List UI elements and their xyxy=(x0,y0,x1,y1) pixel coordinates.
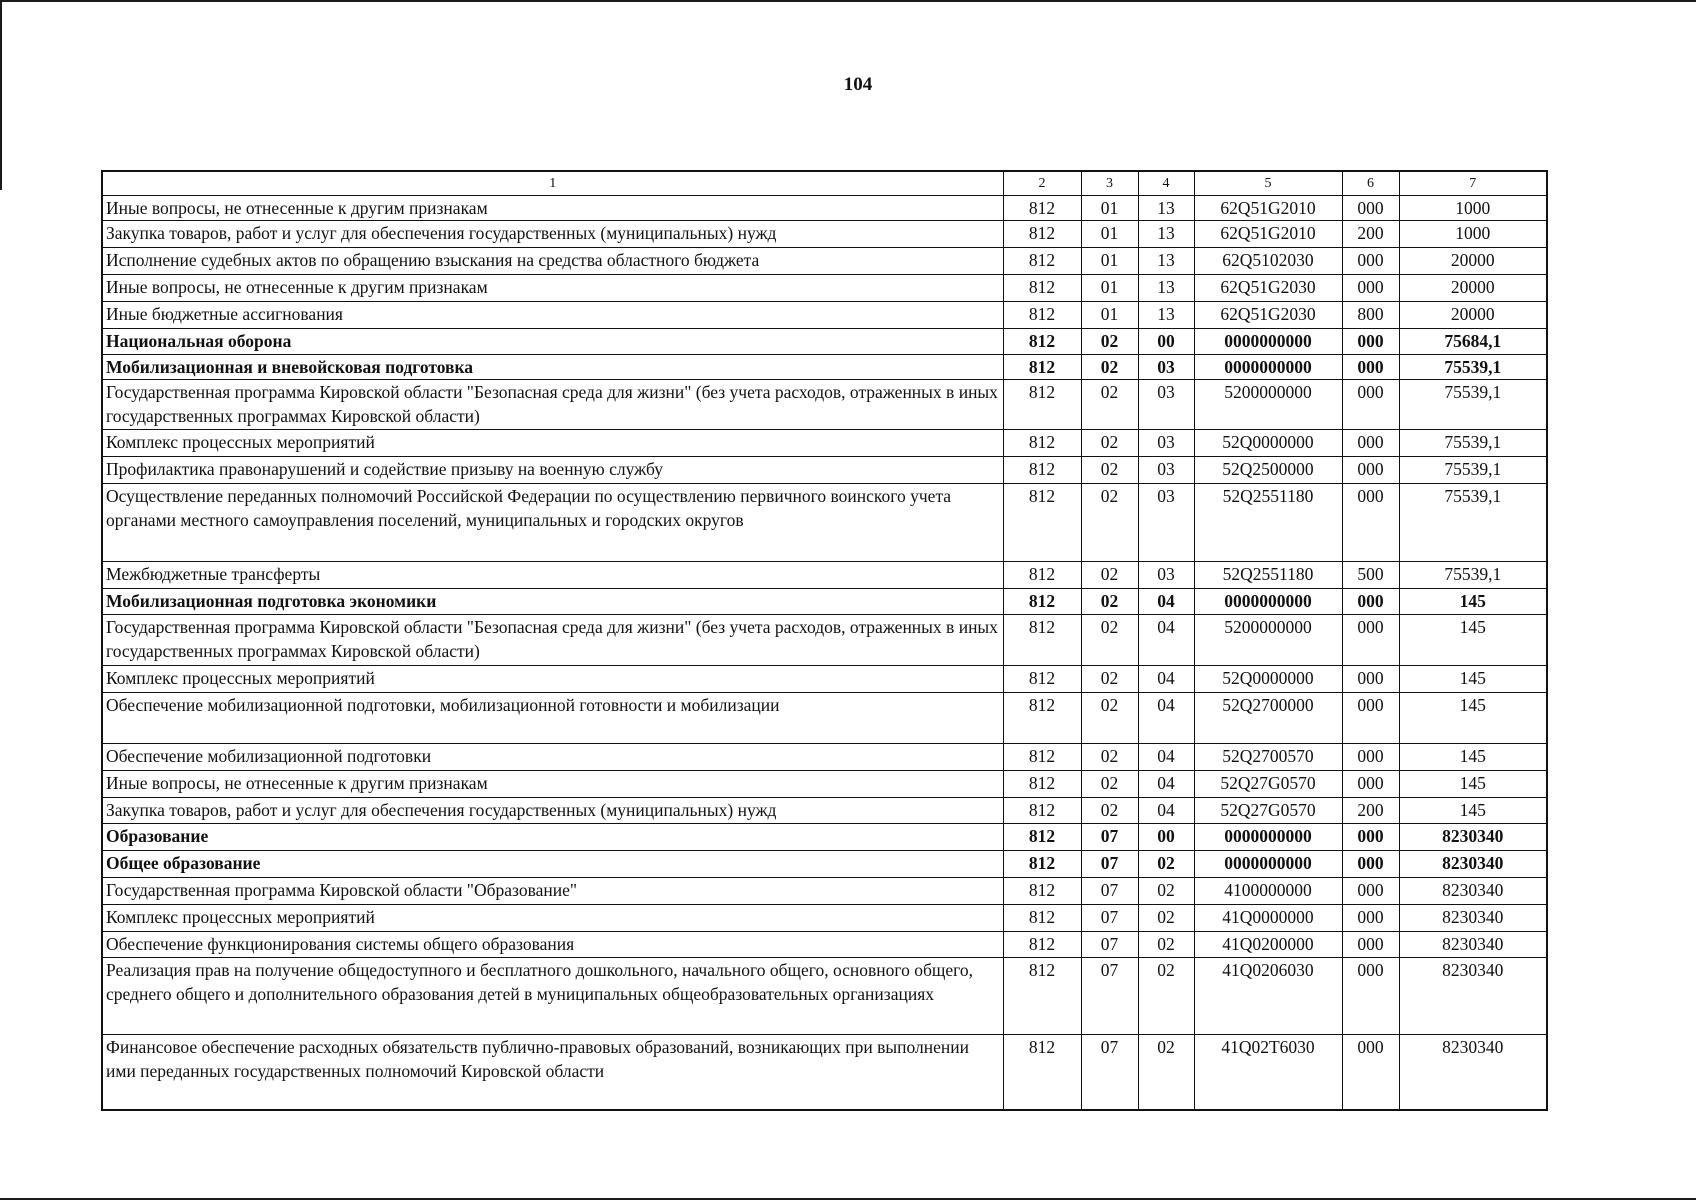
row-target-article-cell: 52Q27G0570 xyxy=(1194,771,1342,798)
table-row xyxy=(102,196,1547,221)
row-expense-type-cell: 000 xyxy=(1342,958,1399,1035)
row-target-article-cell: 5200000000 xyxy=(1194,380,1342,430)
row-target-article-cell: 52Q0000000 xyxy=(1194,666,1342,693)
row-amount-cell: 75539,1 xyxy=(1399,430,1547,457)
row-section-cell: 07 xyxy=(1081,824,1138,851)
header-col-6: 6 xyxy=(1342,171,1399,196)
table-row xyxy=(102,851,1547,878)
row-name-cell: Мобилизационная подготовка экономики xyxy=(102,589,1003,615)
row-name-cell: Иные бюджетные ассигнования xyxy=(102,302,1003,329)
row-name-cell: Государственная программа Кировской области "Безопасная среда для жизни" (без учета расходов, отраженных в иных государственных программах Кировской области) xyxy=(102,380,1003,430)
row-name-cell: Государственная программа Кировской области "Безопасная среда для жизни" (без учета расходов, отраженных в иных государственных программах Кировской области) xyxy=(102,615,1003,666)
row-target-article-cell: 52Q0000000 xyxy=(1194,430,1342,457)
table-row xyxy=(102,666,1547,693)
page-number: 104 xyxy=(843,74,873,95)
row-amount-cell: 8230340 xyxy=(1399,1035,1547,1110)
row-target-article-cell: 62Q51G2030 xyxy=(1194,275,1342,302)
row-target-article-cell: 5200000000 xyxy=(1194,615,1342,666)
header-col-2: 2 xyxy=(1003,171,1081,196)
row-target-article-cell: 0000000000 xyxy=(1194,355,1342,380)
page-top-rule xyxy=(0,0,1696,2)
row-ministry-code-cell: 812 xyxy=(1003,798,1081,824)
row-target-article-cell: 41Q0206030 xyxy=(1194,958,1342,1035)
row-name-cell: Финансовое обеспечение расходных обязательств публично-правовых образований, возникающих при выполнении ими переданных государственных полномочий Кировской области xyxy=(102,1035,1003,1110)
row-expense-type-cell: 200 xyxy=(1342,798,1399,824)
row-amount-cell: 145 xyxy=(1399,589,1547,615)
row-section-cell: 01 xyxy=(1081,196,1138,221)
table-row xyxy=(102,275,1547,302)
row-name-cell: Иные вопросы, не отнесенные к другим признакам xyxy=(102,275,1003,302)
row-expense-type-cell: 000 xyxy=(1342,589,1399,615)
row-target-article-cell: 0000000000 xyxy=(1194,589,1342,615)
row-amount-cell: 75539,1 xyxy=(1399,355,1547,380)
row-expense-type-cell: 000 xyxy=(1342,457,1399,484)
header-row xyxy=(102,171,1547,196)
row-target-article-cell: 0000000000 xyxy=(1194,824,1342,851)
row-subsection-cell: 13 xyxy=(1138,221,1194,248)
header-col-7: 7 xyxy=(1399,171,1547,196)
row-section-cell: 07 xyxy=(1081,878,1138,905)
row-expense-type-cell: 000 xyxy=(1342,329,1399,355)
row-ministry-code-cell: 812 xyxy=(1003,302,1081,329)
row-target-article-cell: 41Q0000000 xyxy=(1194,905,1342,932)
row-ministry-code-cell: 812 xyxy=(1003,1035,1081,1110)
row-target-article-cell: 52Q2700000 xyxy=(1194,693,1342,744)
header-col-4: 4 xyxy=(1138,171,1194,196)
row-expense-type-cell: 500 xyxy=(1342,562,1399,589)
row-subsection-cell: 00 xyxy=(1138,329,1194,355)
table-row xyxy=(102,1035,1547,1110)
row-section-cell: 01 xyxy=(1081,302,1138,329)
table-row xyxy=(102,430,1547,457)
row-expense-type-cell: 800 xyxy=(1342,302,1399,329)
row-name-cell: Образование xyxy=(102,824,1003,851)
row-amount-cell: 20000 xyxy=(1399,275,1547,302)
row-name-cell: Комплекс процессных мероприятий xyxy=(102,905,1003,932)
row-amount-cell: 20000 xyxy=(1399,302,1547,329)
row-target-article-cell: 52Q2700570 xyxy=(1194,744,1342,771)
table-row xyxy=(102,562,1547,589)
row-name-cell: Общее образование xyxy=(102,851,1003,878)
row-name-cell: Иные вопросы, не отнесенные к другим признакам xyxy=(102,771,1003,798)
row-section-cell: 02 xyxy=(1081,355,1138,380)
table-row xyxy=(102,248,1547,275)
row-name-cell: Реализация прав на получение общедоступного и бесплатного дошкольного, начального общего, основного общего, среднего общего и дополнительного образования детей в муниципальных общеобразовательных организациях xyxy=(102,958,1003,1035)
row-subsection-cell: 04 xyxy=(1138,744,1194,771)
row-name-cell: Осуществление переданных полномочий Российской Федерации по осуществлению первичного воинского учета органами местного самоуправления поселений, муниципальных и городских округов xyxy=(102,484,1003,562)
row-section-cell: 01 xyxy=(1081,248,1138,275)
row-amount-cell: 75539,1 xyxy=(1399,484,1547,562)
row-subsection-cell: 04 xyxy=(1138,666,1194,693)
row-ministry-code-cell: 812 xyxy=(1003,693,1081,744)
row-subsection-cell: 00 xyxy=(1138,824,1194,851)
row-amount-cell: 145 xyxy=(1399,615,1547,666)
row-expense-type-cell: 000 xyxy=(1342,693,1399,744)
row-amount-cell: 20000 xyxy=(1399,248,1547,275)
row-ministry-code-cell: 812 xyxy=(1003,666,1081,693)
row-name-cell: Закупка товаров, работ и услуг для обеспечения государственных (муниципальных) нужд xyxy=(102,221,1003,248)
row-section-cell: 02 xyxy=(1081,615,1138,666)
row-amount-cell: 8230340 xyxy=(1399,905,1547,932)
row-name-cell: Мобилизационная и вневойсковая подготовка xyxy=(102,355,1003,380)
row-expense-type-cell: 000 xyxy=(1342,1035,1399,1110)
row-name-cell: Межбюджетные трансферты xyxy=(102,562,1003,589)
row-section-cell: 02 xyxy=(1081,457,1138,484)
row-name-cell: Национальная оборона xyxy=(102,329,1003,355)
row-subsection-cell: 04 xyxy=(1138,693,1194,744)
row-target-article-cell: 0000000000 xyxy=(1194,329,1342,355)
row-section-cell: 02 xyxy=(1081,589,1138,615)
row-section-cell: 02 xyxy=(1081,329,1138,355)
row-subsection-cell: 13 xyxy=(1138,196,1194,221)
row-subsection-cell: 02 xyxy=(1138,851,1194,878)
row-amount-cell: 75539,1 xyxy=(1399,457,1547,484)
row-ministry-code-cell: 812 xyxy=(1003,221,1081,248)
row-amount-cell: 8230340 xyxy=(1399,824,1547,851)
row-subsection-cell: 13 xyxy=(1138,275,1194,302)
row-subsection-cell: 04 xyxy=(1138,615,1194,666)
row-target-article-cell: 62Q51G2010 xyxy=(1194,221,1342,248)
row-subsection-cell: 03 xyxy=(1138,355,1194,380)
table-row xyxy=(102,302,1547,329)
row-ministry-code-cell: 812 xyxy=(1003,958,1081,1035)
row-amount-cell: 145 xyxy=(1399,798,1547,824)
row-expense-type-cell: 000 xyxy=(1342,248,1399,275)
row-expense-type-cell: 000 xyxy=(1342,824,1399,851)
row-expense-type-cell: 000 xyxy=(1342,430,1399,457)
row-section-cell: 02 xyxy=(1081,693,1138,744)
row-section-cell: 07 xyxy=(1081,905,1138,932)
row-expense-type-cell: 000 xyxy=(1342,932,1399,958)
row-section-cell: 02 xyxy=(1081,798,1138,824)
row-ministry-code-cell: 812 xyxy=(1003,248,1081,275)
row-target-article-cell: 62Q51G2030 xyxy=(1194,302,1342,329)
budget-table xyxy=(101,170,1548,1111)
row-ministry-code-cell: 812 xyxy=(1003,457,1081,484)
row-expense-type-cell: 000 xyxy=(1342,484,1399,562)
row-ministry-code-cell: 812 xyxy=(1003,275,1081,302)
row-ministry-code-cell: 812 xyxy=(1003,771,1081,798)
row-ministry-code-cell: 812 xyxy=(1003,562,1081,589)
row-subsection-cell: 13 xyxy=(1138,302,1194,329)
row-ministry-code-cell: 812 xyxy=(1003,380,1081,430)
table-row xyxy=(102,221,1547,248)
row-name-cell: Профилактика правонарушений и содействие призыву на военную службу xyxy=(102,457,1003,484)
row-section-cell: 02 xyxy=(1081,380,1138,430)
row-name-cell: Государственная программа Кировской области "Образование" xyxy=(102,878,1003,905)
row-target-article-cell: 62Q51G2010 xyxy=(1194,196,1342,221)
row-ministry-code-cell: 812 xyxy=(1003,851,1081,878)
row-subsection-cell: 04 xyxy=(1138,798,1194,824)
row-expense-type-cell: 000 xyxy=(1342,615,1399,666)
row-name-cell: Комплекс процессных мероприятий xyxy=(102,666,1003,693)
table-row xyxy=(102,589,1547,615)
table-row xyxy=(102,958,1547,1035)
row-amount-cell: 145 xyxy=(1399,744,1547,771)
row-name-cell: Закупка товаров, работ и услуг для обеспечения государственных (муниципальных) нужд xyxy=(102,798,1003,824)
row-target-article-cell: 52Q2551180 xyxy=(1194,484,1342,562)
row-expense-type-cell: 000 xyxy=(1342,380,1399,430)
row-subsection-cell: 04 xyxy=(1138,589,1194,615)
table-row xyxy=(102,905,1547,932)
table-row xyxy=(102,380,1547,430)
row-ministry-code-cell: 812 xyxy=(1003,355,1081,380)
row-section-cell: 02 xyxy=(1081,484,1138,562)
row-section-cell: 07 xyxy=(1081,958,1138,1035)
row-section-cell: 01 xyxy=(1081,275,1138,302)
row-expense-type-cell: 000 xyxy=(1342,771,1399,798)
header-col-5: 5 xyxy=(1194,171,1342,196)
row-target-article-cell: 52Q2500000 xyxy=(1194,457,1342,484)
row-name-cell: Иные вопросы, не отнесенные к другим признакам xyxy=(102,196,1003,221)
row-expense-type-cell: 000 xyxy=(1342,744,1399,771)
table-row xyxy=(102,457,1547,484)
table-row xyxy=(102,484,1547,562)
row-subsection-cell: 03 xyxy=(1138,380,1194,430)
table-row xyxy=(102,824,1547,851)
row-amount-cell: 8230340 xyxy=(1399,932,1547,958)
row-name-cell: Обеспечение мобилизационной подготовки, мобилизационной готовности и мобилизации xyxy=(102,693,1003,744)
row-target-article-cell: 4100000000 xyxy=(1194,878,1342,905)
row-subsection-cell: 02 xyxy=(1138,878,1194,905)
row-expense-type-cell: 000 xyxy=(1342,355,1399,380)
row-name-cell: Исполнение судебных актов по обращению взыскания на средства областного бюджета xyxy=(102,248,1003,275)
table-row xyxy=(102,329,1547,355)
row-amount-cell: 1000 xyxy=(1399,196,1547,221)
row-amount-cell: 145 xyxy=(1399,771,1547,798)
header-col-3: 3 xyxy=(1081,171,1138,196)
row-section-cell: 01 xyxy=(1081,221,1138,248)
row-amount-cell: 145 xyxy=(1399,693,1547,744)
row-subsection-cell: 02 xyxy=(1138,958,1194,1035)
row-section-cell: 02 xyxy=(1081,771,1138,798)
row-ministry-code-cell: 812 xyxy=(1003,589,1081,615)
row-ministry-code-cell: 812 xyxy=(1003,905,1081,932)
table-row xyxy=(102,798,1547,824)
row-ministry-code-cell: 812 xyxy=(1003,824,1081,851)
row-ministry-code-cell: 812 xyxy=(1003,430,1081,457)
row-target-article-cell: 52Q27G0570 xyxy=(1194,798,1342,824)
row-amount-cell: 75684,1 xyxy=(1399,329,1547,355)
row-ministry-code-cell: 812 xyxy=(1003,484,1081,562)
table-row xyxy=(102,932,1547,958)
row-name-cell: Обеспечение функционирования системы общего образования xyxy=(102,932,1003,958)
row-section-cell: 02 xyxy=(1081,744,1138,771)
row-expense-type-cell: 000 xyxy=(1342,905,1399,932)
row-name-cell: Комплекс процессных мероприятий xyxy=(102,430,1003,457)
row-section-cell: 02 xyxy=(1081,562,1138,589)
row-amount-cell: 75539,1 xyxy=(1399,380,1547,430)
row-target-article-cell: 41Q02T6030 xyxy=(1194,1035,1342,1110)
row-subsection-cell: 02 xyxy=(1138,1035,1194,1110)
row-section-cell: 02 xyxy=(1081,666,1138,693)
row-expense-type-cell: 200 xyxy=(1342,221,1399,248)
row-expense-type-cell: 000 xyxy=(1342,196,1399,221)
row-section-cell: 07 xyxy=(1081,932,1138,958)
table-row xyxy=(102,744,1547,771)
row-expense-type-cell: 000 xyxy=(1342,666,1399,693)
row-expense-type-cell: 000 xyxy=(1342,851,1399,878)
table-row xyxy=(102,693,1547,744)
row-target-article-cell: 0000000000 xyxy=(1194,851,1342,878)
row-target-article-cell: 62Q5102030 xyxy=(1194,248,1342,275)
row-section-cell: 02 xyxy=(1081,430,1138,457)
row-amount-cell: 8230340 xyxy=(1399,851,1547,878)
row-ministry-code-cell: 812 xyxy=(1003,878,1081,905)
table-header xyxy=(102,171,1547,196)
row-subsection-cell: 03 xyxy=(1138,430,1194,457)
row-ministry-code-cell: 812 xyxy=(1003,744,1081,771)
row-subsection-cell: 02 xyxy=(1138,932,1194,958)
row-amount-cell: 8230340 xyxy=(1399,878,1547,905)
row-ministry-code-cell: 812 xyxy=(1003,932,1081,958)
row-expense-type-cell: 000 xyxy=(1342,878,1399,905)
row-section-cell: 07 xyxy=(1081,851,1138,878)
header-col-1: 1 xyxy=(102,171,1003,196)
row-ministry-code-cell: 812 xyxy=(1003,196,1081,221)
row-subsection-cell: 04 xyxy=(1138,771,1194,798)
row-ministry-code-cell: 812 xyxy=(1003,615,1081,666)
row-target-article-cell: 52Q2551180 xyxy=(1194,562,1342,589)
row-amount-cell: 8230340 xyxy=(1399,958,1547,1035)
row-amount-cell: 75539,1 xyxy=(1399,562,1547,589)
table-row xyxy=(102,355,1547,380)
table-row xyxy=(102,615,1547,666)
row-expense-type-cell: 000 xyxy=(1342,275,1399,302)
table-row xyxy=(102,771,1547,798)
row-ministry-code-cell: 812 xyxy=(1003,329,1081,355)
row-subsection-cell: 02 xyxy=(1138,905,1194,932)
row-subsection-cell: 03 xyxy=(1138,484,1194,562)
table-row xyxy=(102,878,1547,905)
row-name-cell: Обеспечение мобилизационной подготовки xyxy=(102,744,1003,771)
row-target-article-cell: 41Q0200000 xyxy=(1194,932,1342,958)
row-subsection-cell: 13 xyxy=(1138,248,1194,275)
table-body xyxy=(102,196,1547,1110)
row-subsection-cell: 03 xyxy=(1138,562,1194,589)
row-amount-cell: 145 xyxy=(1399,666,1547,693)
row-subsection-cell: 03 xyxy=(1138,457,1194,484)
row-section-cell: 07 xyxy=(1081,1035,1138,1110)
row-amount-cell: 1000 xyxy=(1399,221,1547,248)
